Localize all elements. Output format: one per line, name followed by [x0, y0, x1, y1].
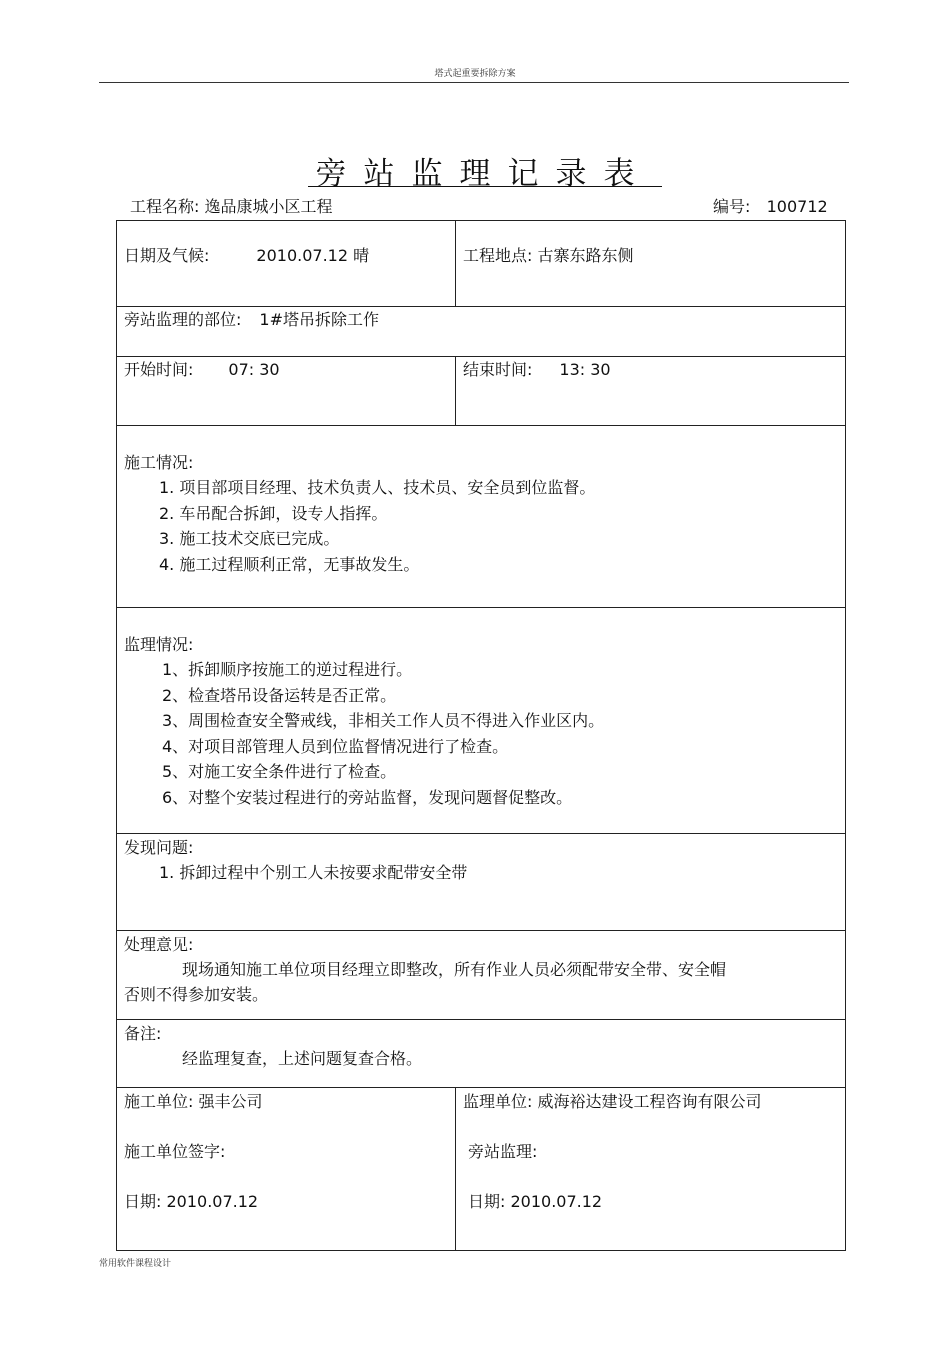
time-row	[117, 357, 846, 426]
list-item: 1、拆卸顺序按施工的逆过程进行。	[162, 660, 413, 679]
supervisor-date-label: 日期:	[468, 1192, 506, 1211]
title-underline	[308, 186, 662, 187]
start-time-label: 开始时间:	[124, 360, 194, 379]
remarks-row	[117, 1020, 846, 1088]
footer-note: 常用软件课程设计	[99, 1259, 172, 1269]
handling-heading: 处理意见:	[124, 935, 194, 954]
supervision-cell	[117, 608, 846, 834]
contractor-date-line	[124, 1189, 448, 1214]
handling-text-line2: 否则不得参加安装。	[124, 985, 269, 1004]
list-item: 1. 拆卸过程中个别工人未按要求配带安全带	[159, 863, 468, 882]
list-item: 2、检查塔吊设备运转是否正常。	[162, 685, 397, 705]
handling-cell	[117, 931, 846, 1020]
supervision-heading: 监理情况:	[124, 635, 194, 654]
issues-cell	[117, 834, 846, 931]
handling-row	[117, 931, 846, 1020]
issues-row	[117, 834, 846, 931]
handling-text-line1: 现场通知施工单位项目经理立即整改，所有作业人员必须配带安全带、安全帽	[182, 960, 727, 979]
position-row	[117, 307, 846, 357]
list-item: 4. 施工过程顺利正常，无事故发生。	[159, 554, 420, 574]
project-name-label: 工程名称:	[130, 197, 200, 216]
list-item: 5、对施工安全条件进行了检查。	[162, 762, 397, 781]
running-header: 塔式起重要拆除方案	[434, 69, 516, 79]
supervisor-unit-value: 威海裕达建设工程咨询有限公司	[537, 1092, 762, 1111]
position-cell	[117, 307, 846, 357]
list-item: 6、对整个安装过程进行的旁站监督，发现问题督促整改。	[162, 787, 573, 807]
list-item: 1. 项目部项目经理、技术负责人、技术员、安全员到位监督。	[159, 478, 596, 497]
record-number-label: 编号:	[713, 197, 751, 216]
site-cell	[456, 221, 846, 307]
end-time-cell	[456, 357, 846, 426]
end-time-value: 13: 30	[559, 360, 611, 379]
supervisor-unit-line	[463, 1089, 838, 1139]
supervisor-cell	[456, 1088, 846, 1251]
date-weather-value: 2010.07.12 晴	[256, 246, 370, 265]
contractor-unit-line	[124, 1089, 448, 1139]
date-site-row	[117, 221, 846, 307]
end-time-label: 结束时间:	[463, 360, 533, 379]
construction-list	[124, 475, 838, 577]
remarks-heading: 备注:	[124, 1024, 162, 1043]
contractor-cell	[117, 1088, 456, 1251]
supervisor-date-line	[463, 1189, 838, 1214]
contractor-unit-value: 强丰公司	[198, 1092, 263, 1111]
start-time-cell	[117, 357, 456, 426]
header-divider	[99, 82, 849, 83]
contractor-sign-label: 施工单位签字:	[124, 1142, 226, 1161]
supervisor-unit-label: 监理单位:	[463, 1092, 533, 1111]
position-value: 1#塔吊拆除工作	[259, 310, 379, 329]
supervisor-sign-label: 旁站监理:	[468, 1142, 538, 1161]
start-time-value: 07: 30	[228, 360, 280, 379]
supervisor-date-value: 2010.07.12	[510, 1192, 603, 1211]
position-label: 旁站监理的部位:	[124, 310, 242, 329]
issues-heading: 发现问题:	[124, 838, 194, 857]
date-weather-label: 日期及气候:	[124, 246, 210, 265]
list-item: 3、周围检查安全警戒线，非相关工作人员不得进入作业区内。	[162, 711, 605, 730]
record-table	[116, 220, 846, 1251]
project-name-line	[130, 194, 333, 217]
date-weather-cell	[117, 221, 456, 307]
record-number-value: 100712	[766, 197, 828, 216]
contractor-date-label: 日期:	[124, 1192, 162, 1211]
contractor-date-value: 2010.07.12	[166, 1192, 259, 1211]
signature-row	[117, 1088, 846, 1251]
construction-cell	[117, 426, 846, 608]
supervision-row	[117, 608, 846, 834]
page-title: 旁站监理记录表	[315, 156, 652, 192]
list-item: 4、对项目部管理人员到位监督情况进行了检查。	[162, 736, 509, 756]
contractor-unit-label: 施工单位:	[124, 1092, 194, 1111]
issues-list	[124, 860, 838, 886]
supervision-list	[124, 657, 838, 810]
record-number-line	[713, 194, 828, 217]
project-name-value: 逸品康城小区工程	[204, 197, 333, 216]
site-value: 古寨东路东侧	[537, 246, 634, 265]
site-label: 工程地点:	[463, 246, 533, 265]
remarks-text: 经监理复查，上述问题复查合格。	[182, 1049, 423, 1068]
list-item: 2. 车吊配合拆卸，设专人指挥。	[159, 503, 388, 523]
list-item: 3. 施工技术交底已完成。	[159, 529, 340, 548]
construction-heading: 施工情况:	[124, 453, 194, 472]
construction-row	[117, 426, 846, 608]
remarks-cell	[117, 1020, 846, 1088]
